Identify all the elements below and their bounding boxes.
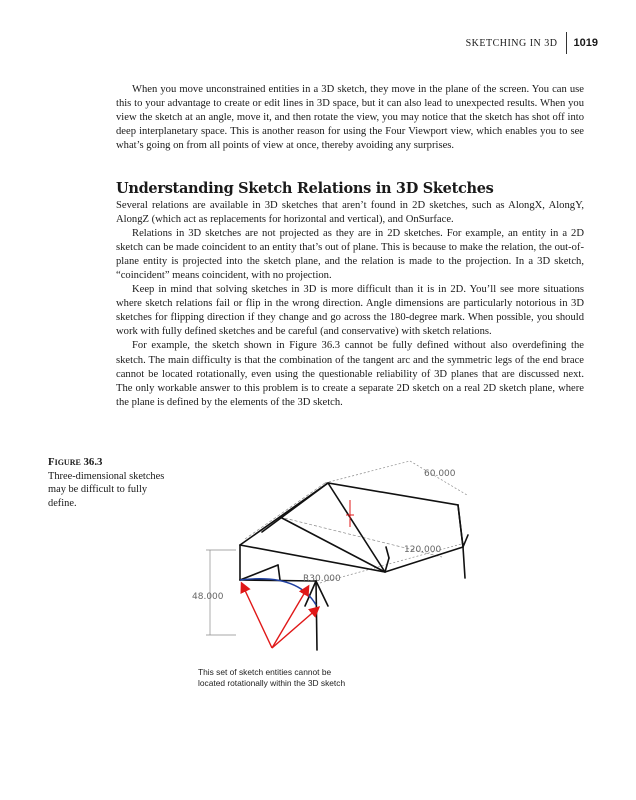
figure-label: Figure 36.3 [48,456,103,468]
dimension-width: 60.000 [424,469,456,479]
page-number: 1019 [573,37,598,49]
frame-lines [240,483,468,650]
dimension-length: 120.000 [404,545,442,555]
section-heading: Understanding Sketch Relations in 3D Sketches [116,180,494,197]
page-header [466,32,598,54]
intro-section [116,83,584,153]
running-head: SKETCHING IN 3D [465,37,558,49]
figure-caption [48,456,178,510]
paragraph-example: For example, the sketch shown in Figure 36.3 cannot be fully defined without also overdefining the sketch. The main difficulty is that the combination of the tangent arc and the symmetric legs of the end brace cannot be located rotationally, even using the questionable reliability of 3D planes that are discussed next. The only workable answer to this problem is to create a separate 2D sketch on a real 2D sketch plane, where the plane is defined by the elements of the 3D sketch. [116,340,584,408]
paragraph-solving: Keep in mind that solving sketches in 3D is more difficult than it is in 2D. You’ll see more situations where sketch relations fail or flip in the wrong direction. Angle dimensions are particularly notorious in 3D sketches for flipping direction if they change and go across the 180-degree mark. When possible, you should work with fully defined sketches and be careful (and conservative) with sketch relations. [116,284,584,338]
intro-paragraph: When you move unconstrained entities in a 3D sketch, they move in the plane of the screen. You can use this to your advantage to create or edit lines in 3D space, but it can also lead to unexpected results. When you view the sketch at an angle, move it, and then rotate the view, you may notice that the sketch has shot off into deep interplanetary space. This is another reason for using the Four Viewport view, which enables you to see what’s going on from all points of view at once, thereby avoiding any surprises. [116,84,584,152]
dimension-height: 48.000 [192,592,224,602]
paragraph-relations-available: Several relations are available in 3D sketches that aren’t found in 2D sketches, such as AlongX, AlongY, AlongZ (which act as replacements for horizontal and vertical), and OnSurface. [116,200,584,226]
dimension-radius: R30.000 [303,574,341,584]
header-divider [566,32,567,54]
paragraph-projection: Relations in 3D sketches are not projected as they are in 2D sketches. For example, an entity in a 2D sketch can be made coincident to an entity that’s out of plane. This is because to make the relation, the out-of-plane entity is projected into the sketch plane, and the relation is made to the projection. In a 3D sketch, “coincident” means coincident, with no projection. [116,228,584,282]
section-body [116,199,584,410]
figure-caption-text: Three-dimensional sketches may be difficult to fully define. [48,470,165,509]
figure-callout: This set of sketch entities cannot be located rotationally within the 3D sketch [198,667,346,689]
